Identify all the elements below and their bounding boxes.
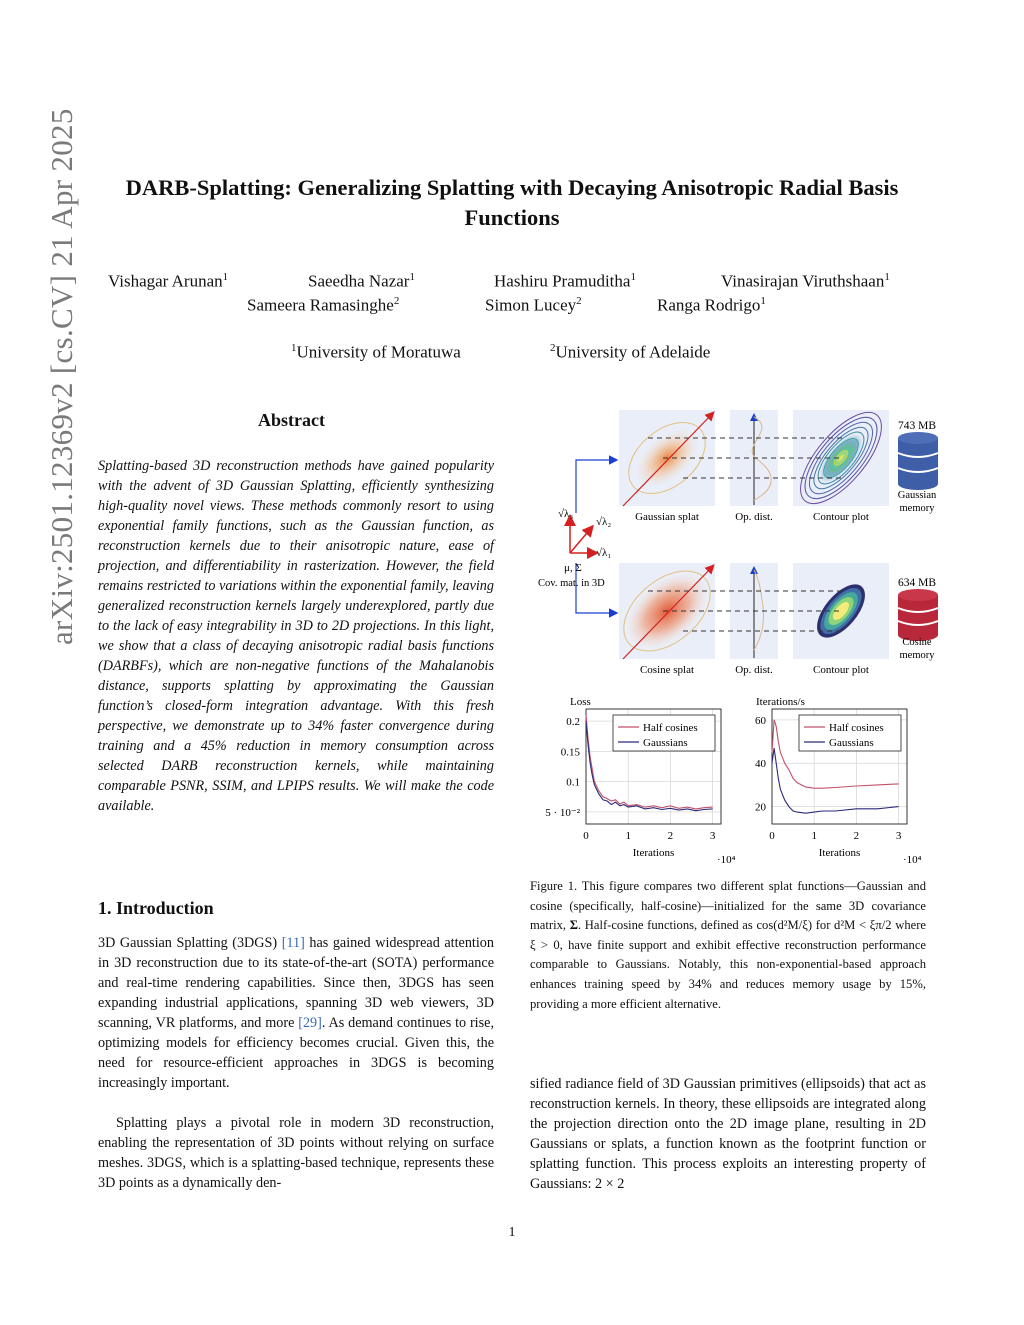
paper-title: DARB-Splatting: Generalizing Splatting with Decaying Anisotropic Radial Basis Functions xyxy=(125,175,899,230)
x-tick-label: 0 xyxy=(583,830,589,842)
op-dist-label-2: Op. dist. xyxy=(735,664,773,676)
author-1: Vishagar Arunan$^1$ xyxy=(108,271,229,291)
affiliation-2: $^2$University of Adelaide xyxy=(550,342,711,362)
gaussian-memory-label-2: memory xyxy=(899,503,935,514)
author-4: Vinasirajan Viruthshaan$^1$ xyxy=(721,271,890,291)
x-tick-label: 2 xyxy=(853,830,860,842)
lambda1-label: √λ₁ xyxy=(596,547,612,559)
x-tick-label: 2 xyxy=(667,830,674,842)
x-tick-label: 3 xyxy=(709,830,716,842)
gaussian-memory-label-1: Gaussian xyxy=(897,490,937,501)
mu-sigma-label: μ, Σ xyxy=(564,562,582,574)
lambda3-label: √λ₃ xyxy=(558,508,574,520)
abstract-heading: Abstract xyxy=(258,410,325,430)
gaussian-memory-database-icon xyxy=(898,432,938,490)
intro-paragraph-2: Splatting plays a pivotal role in modern 3D reconstruction, enabling the representation of 3D points without relying on surface meshes. 3DGS, which is a splatting-based technique, represents these 3D points as a dynamically den- xyxy=(98,1115,494,1191)
iterations-per-second-chart xyxy=(740,695,930,865)
author-3: Hashiru Pramuditha$^1$ xyxy=(494,271,636,291)
page-number: 1 xyxy=(508,1225,516,1240)
y-tick-label: 20 xyxy=(755,801,766,814)
x-tick-label: 1 xyxy=(811,830,817,842)
legend-label: Gaussians xyxy=(643,737,688,749)
x-axis-label: Iterations xyxy=(632,847,675,859)
cosine-splat-label: Cosine splat xyxy=(639,664,695,676)
x-tick-label: 0 xyxy=(769,830,775,842)
x-tick-label: 1 xyxy=(625,830,631,842)
cosine-memory-label-1: Cosine xyxy=(902,637,932,648)
x-multiplier-label: ·10⁴ xyxy=(903,854,922,866)
caption-formula: cos(d²M/ξ) xyxy=(756,918,813,933)
x-tick-label: 3 xyxy=(895,830,902,842)
legend-label: Gaussians xyxy=(829,737,874,749)
legend-label: Half cosines xyxy=(829,722,884,734)
loss-chart xyxy=(528,695,736,866)
y-tick-label: 60 xyxy=(755,714,766,727)
affiliation-1: $^1$University of Moratuwa xyxy=(291,342,461,362)
arxiv-side-id xyxy=(0,0,90,950)
section-heading: 1. Introduction xyxy=(98,898,214,918)
author-2: Saeedha Nazar$^1$ xyxy=(308,271,415,291)
author-7: Ranga Rodrigo$^1$ xyxy=(657,295,766,315)
figure-caption: Figure 1. This figure compares two different splat functions—Gaussian and cosine (specifically, half-cosine)—initialized for the same 3D covariance matrix, Σ. Half-cosine functions, defined as cos(d²M/ξ) for d²M < ξπ/2 where ξ > 0, have finite support and exhibit effective reconstruction performance comparable to Gaussians. Notably, this non-exponential-based approach enhances training speed by 34% and reduces memory usage by 15%, providing a more efficient alternative. xyxy=(530,879,926,1011)
lambda2-label: √λ₂ xyxy=(596,516,612,528)
cosine-memory-value: 634 MB xyxy=(897,577,937,589)
chart-title: Iterations/s xyxy=(756,696,805,708)
x-axis-label: Iterations xyxy=(818,847,861,859)
covariance-axes xyxy=(570,460,616,613)
cosine-memory-database-icon xyxy=(898,589,938,641)
chart-title: Loss xyxy=(570,696,591,708)
op-dist-label-1: Op. dist. xyxy=(735,511,773,523)
intro-paragraph-1: 3D Gaussian Splatting (3DGS) [11] has gained widespread attention in 3D reconstruction due to its state-of-the-art (SOTA) performance and real-time rendering capabilities. Since then, 3DGS has seen expanding industrial applications, spanning 3D web viewers, 3D scanning, VR platforms, and more [29]. As demand continues to rise, optimizing models for efficiency becomes crucial. Given this, the need for resource-efficient approaches in 3DGS is becoming increasingly important. xyxy=(98,935,494,1091)
y-tick-label: 0.15 xyxy=(560,746,580,759)
contour-label-2: Contour plot xyxy=(813,664,869,676)
author-6: Simon Lucey$^2$ xyxy=(485,295,582,315)
legend-label: Half cosines xyxy=(643,722,698,734)
gaussian-memory-value: 743 MB xyxy=(897,420,937,432)
contour-label-1: Contour plot xyxy=(813,511,869,523)
citation-link[interactable]: [29] xyxy=(298,1015,322,1031)
gaussian-splat-label: Gaussian splat xyxy=(635,511,699,523)
arxiv-id-text: arXiv:2501.12369v2 [cs.CV] 21 Apr 2025 xyxy=(44,108,79,645)
x-multiplier-label: ·10⁴ xyxy=(717,854,736,866)
author-5: Sameera Ramasinghe$^2$ xyxy=(247,295,400,315)
citation-link[interactable]: [11] xyxy=(281,935,305,951)
figure-splat-diagram xyxy=(528,405,948,695)
intro-paragraph-3: sified radiance field of 3D Gaussian primitives (ellipsoids) that act as reconstruction kernels. In theory, these ellipsoids are integrated along the projection direction onto the 2D image plane, resulting in 2D Gaussians or splats, a function known as the footprint function or splatting function. This process exploits an interesting property of Gaussians: 2 × 2 xyxy=(530,1076,926,1192)
y-tick-label: 0.2 xyxy=(566,716,580,729)
series-line-gaussians xyxy=(772,748,899,813)
y-tick-label: 0.1 xyxy=(566,776,580,789)
cov-label: Cov. mat. in 3D xyxy=(538,578,605,589)
cosine-memory-label-2: memory xyxy=(899,650,935,661)
abstract-text: Splatting-based 3D reconstruction methods have gained popularity with the advent of 3D Gaussian Splatting, efficiently synthesizing high-quality novel views. These methods commonly resort to using exponential family functions, such as the Gaussian function, as reconstruction kernels due to their anisotropic nature, ease of projection, and differentiability in rasterization. However, the field remains restricted to variations within the exponential family, leaving generalized reconstruction kernels largely underexplored, partly due to the lack of easy integrability in 3D to 2D projections. In this light, we show that a class of decaying anisotropic radial basis functions (DARBFs), which are non-negative functions of the Mahalanobis distance, supports splatting by approximating the Gaussian function’s closed-form integration advantage. With this fresh perspective, we demonstrate up to 34% faster convergence during training and a 45% reduction in memory consumption across selected DARB reconstruction kernels, while maintaining comparable PSNR, SSIM, and LPIPS results. We will make the code available. xyxy=(98,458,494,814)
y-tick-label: 40 xyxy=(755,758,766,771)
y-tick-label: 5 · 10⁻² xyxy=(545,806,580,819)
